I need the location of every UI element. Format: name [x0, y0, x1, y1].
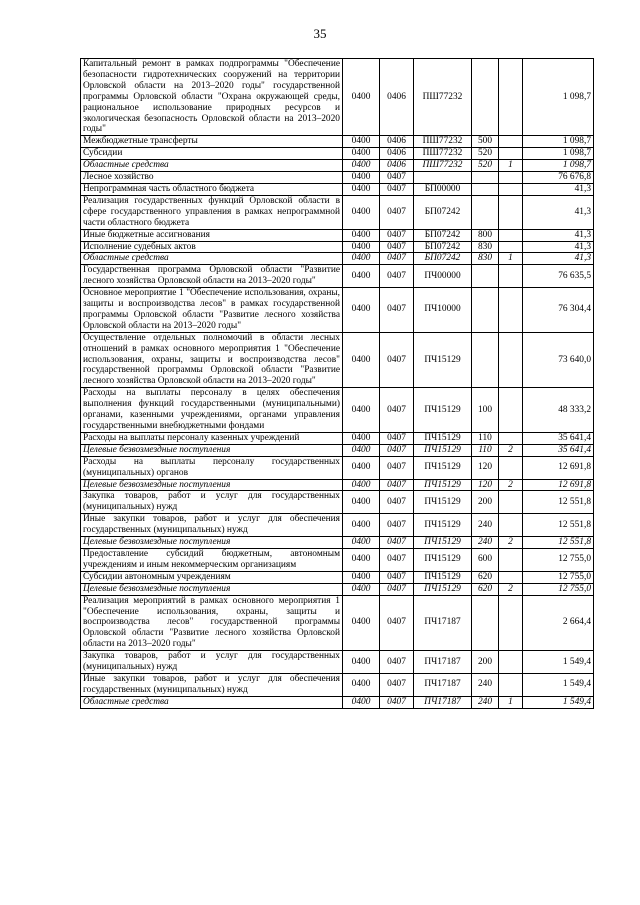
- subsection-code-cell: 0406: [380, 148, 414, 160]
- expense-type-cell: 100: [472, 388, 499, 433]
- row-name-cell: Целевые безвозмездные поступления: [81, 537, 343, 549]
- target-item-cell: ПЧ15129: [414, 388, 472, 433]
- expense-type-cell: 520: [472, 160, 499, 172]
- row-name-cell: Областные средства: [81, 696, 343, 708]
- table-row: [81, 651, 594, 674]
- target-item-cell: ПЧ15129: [414, 537, 472, 549]
- amount-cell: 76 635,5: [523, 265, 594, 288]
- target-item-cell: ПЧ15129: [414, 444, 472, 456]
- section-code-cell: 0400: [343, 595, 380, 651]
- target-item-cell: ПЧ15129: [414, 571, 472, 583]
- section-code-cell: 0400: [343, 456, 380, 479]
- subsection-code-cell: 0407: [380, 491, 414, 514]
- target-item-cell: БП07242: [414, 253, 472, 265]
- section-code-cell: 0400: [343, 183, 380, 195]
- subsection-code-cell: 0407: [380, 514, 414, 537]
- amount-cell: 12 551,8: [523, 514, 594, 537]
- subsection-code-cell: 0407: [380, 696, 414, 708]
- row-name-cell: Целевые безвозмездные поступления: [81, 479, 343, 491]
- table-row: [81, 571, 594, 583]
- section-code-cell: 0400: [343, 444, 380, 456]
- amount-cell: 12 691,8: [523, 456, 594, 479]
- table-row: [81, 229, 594, 241]
- funding-source-cell: [499, 651, 523, 674]
- row-name-cell: Целевые безвозмездные поступления: [81, 444, 343, 456]
- subsection-code-cell: 0407: [380, 548, 414, 571]
- section-code-cell: 0400: [343, 59, 380, 136]
- table-row: [81, 673, 594, 696]
- expense-type-cell: [472, 288, 499, 333]
- funding-source-cell: [499, 673, 523, 696]
- expense-type-cell: [472, 595, 499, 651]
- amount-cell: 1 098,7: [523, 59, 594, 136]
- expense-type-cell: 240: [472, 673, 499, 696]
- target-item-cell: БП07242: [414, 195, 472, 229]
- row-name-cell: Государственная программа Орловской области "Развитие лесного хозяйства Орловской области на 2013–2020 годы": [81, 265, 343, 288]
- funding-source-cell: [499, 183, 523, 195]
- funding-source-cell: [499, 136, 523, 148]
- subsection-code-cell: 0407: [380, 571, 414, 583]
- expense-type-cell: [472, 195, 499, 229]
- expense-type-cell: 120: [472, 479, 499, 491]
- subsection-code-cell: 0407: [380, 432, 414, 444]
- subsection-code-cell: 0407: [380, 195, 414, 229]
- funding-source-cell: [499, 59, 523, 136]
- target-item-cell: ПЧ17187: [414, 673, 472, 696]
- expense-type-cell: 620: [472, 571, 499, 583]
- row-name-cell: Расходы на выплаты персоналу в целях обеспечения выполнения функций государственными (муниципальными) органами, казенными учреждениями, органами управления государственными внебюджетными фондами: [81, 388, 343, 433]
- section-code-cell: 0400: [343, 388, 380, 433]
- target-item-cell: ПЧ15129: [414, 332, 472, 388]
- subsection-code-cell: 0407: [380, 673, 414, 696]
- target-item-cell: ПЧ15129: [414, 432, 472, 444]
- row-name-cell: Основное мероприятие 1 "Обеспечение использования, охраны, защиты и воспроизводства лесов" в рамках государственной программы Орловской области "Развитие лесного хозяйства Орловской области на 2013–2020 годы": [81, 288, 343, 333]
- funding-source-cell: [499, 571, 523, 583]
- amount-cell: 12 551,8: [523, 537, 594, 549]
- expense-type-cell: 500: [472, 136, 499, 148]
- amount-cell: 1 098,7: [523, 136, 594, 148]
- table-row: [81, 59, 594, 136]
- funding-source-cell: 2: [499, 537, 523, 549]
- expense-type-cell: 120: [472, 456, 499, 479]
- subsection-code-cell: 0407: [380, 651, 414, 674]
- amount-cell: 1 549,4: [523, 673, 594, 696]
- subsection-code-cell: 0407: [380, 444, 414, 456]
- subsection-code-cell: 0407: [380, 456, 414, 479]
- amount-cell: 12 551,8: [523, 491, 594, 514]
- table-row: [81, 537, 594, 549]
- table-row: [81, 583, 594, 595]
- target-item-cell: ПЧ15129: [414, 514, 472, 537]
- table-row: [81, 491, 594, 514]
- subsection-code-cell: 0406: [380, 136, 414, 148]
- section-code-cell: 0400: [343, 265, 380, 288]
- expense-type-cell: 240: [472, 537, 499, 549]
- row-name-cell: Иные закупки товаров, работ и услуг для обеспечения государственных (муниципальных) нужд: [81, 673, 343, 696]
- amount-cell: 35 641,4: [523, 432, 594, 444]
- subsection-code-cell: 0407: [380, 479, 414, 491]
- row-name-cell: Межбюджетные трансферты: [81, 136, 343, 148]
- section-code-cell: 0400: [343, 253, 380, 265]
- expense-type-cell: 600: [472, 548, 499, 571]
- expense-type-cell: [472, 172, 499, 184]
- target-item-cell: ПЧ15129: [414, 491, 472, 514]
- row-name-cell: Непрограммная часть областного бюджета: [81, 183, 343, 195]
- section-code-cell: 0400: [343, 537, 380, 549]
- table-row: [81, 136, 594, 148]
- expense-type-cell: 240: [472, 514, 499, 537]
- section-code-cell: 0400: [343, 651, 380, 674]
- amount-cell: 35 641,4: [523, 444, 594, 456]
- target-item-cell: БП07242: [414, 241, 472, 253]
- subsection-code-cell: 0407: [380, 595, 414, 651]
- amount-cell: 48 333,2: [523, 388, 594, 433]
- amount-cell: 12 755,0: [523, 583, 594, 595]
- expense-type-cell: 620: [472, 583, 499, 595]
- section-code-cell: 0400: [343, 229, 380, 241]
- target-item-cell: ПЧ00000: [414, 265, 472, 288]
- row-name-cell: Капитальный ремонт в рамках подпрограммы "Обеспечение безопасности гидротехнических сооружений на территории Орловской области на 2013–2020 годы" государственной программы Орловской области "Охрана окружающей среды, рациональное использование природных ресурсов и экологическая безопасность Орловской области на 2013–2020 годы": [81, 59, 343, 136]
- table-row: [81, 432, 594, 444]
- expense-type-cell: 520: [472, 148, 499, 160]
- table-row: [81, 548, 594, 571]
- amount-cell: 12 755,0: [523, 571, 594, 583]
- section-code-cell: 0400: [343, 172, 380, 184]
- table-row: [81, 265, 594, 288]
- section-code-cell: 0400: [343, 479, 380, 491]
- row-name-cell: Субсидии: [81, 148, 343, 160]
- table-row: [81, 195, 594, 229]
- amount-cell: 1 098,7: [523, 148, 594, 160]
- funding-source-cell: [499, 288, 523, 333]
- section-code-cell: 0400: [343, 571, 380, 583]
- table-row: [81, 253, 594, 265]
- amount-cell: 1 098,7: [523, 160, 594, 172]
- section-code-cell: 0400: [343, 548, 380, 571]
- funding-source-cell: 1: [499, 696, 523, 708]
- funding-source-cell: [499, 388, 523, 433]
- funding-source-cell: [499, 595, 523, 651]
- row-name-cell: Осуществление отдельных полномочий в области лесных отношений в рамках основного мероприятия 1 "Обеспечение использования, охраны, защиты и воспроизводства лесов" государственной программы Орловской области "Развитие лесного хозяйства Орловской области на 2013–2020 годы": [81, 332, 343, 388]
- table-row: [81, 595, 594, 651]
- page-number: 35: [313, 26, 327, 41]
- row-name-cell: Иные бюджетные ассигнования: [81, 229, 343, 241]
- funding-source-cell: 1: [499, 253, 523, 265]
- funding-source-cell: [499, 491, 523, 514]
- target-item-cell: ПЧ17187: [414, 595, 472, 651]
- subsection-code-cell: 0407: [380, 253, 414, 265]
- target-item-cell: ПШ77232: [414, 160, 472, 172]
- funding-source-cell: [499, 241, 523, 253]
- table-row: [81, 456, 594, 479]
- amount-cell: 73 640,0: [523, 332, 594, 388]
- section-code-cell: 0400: [343, 673, 380, 696]
- target-item-cell: [414, 172, 472, 184]
- subsection-code-cell: 0407: [380, 172, 414, 184]
- section-code-cell: 0400: [343, 491, 380, 514]
- target-item-cell: БП00000: [414, 183, 472, 195]
- target-item-cell: ПЧ17187: [414, 651, 472, 674]
- target-item-cell: ПШ77232: [414, 136, 472, 148]
- amount-cell: 41,3: [523, 183, 594, 195]
- table-row: [81, 696, 594, 708]
- funding-source-cell: [499, 514, 523, 537]
- amount-cell: 2 664,4: [523, 595, 594, 651]
- funding-source-cell: [499, 265, 523, 288]
- expense-type-cell: 800: [472, 229, 499, 241]
- funding-source-cell: 2: [499, 444, 523, 456]
- amount-cell: 41,3: [523, 229, 594, 241]
- target-item-cell: ПШ77232: [414, 59, 472, 136]
- row-name-cell: Реализация государственных функций Орловской области в сфере государственного управления в рамках непрограммной части областного бюджета: [81, 195, 343, 229]
- subsection-code-cell: 0406: [380, 59, 414, 136]
- target-item-cell: ПШ77232: [414, 148, 472, 160]
- subsection-code-cell: 0407: [380, 183, 414, 195]
- section-code-cell: 0400: [343, 288, 380, 333]
- amount-cell: 1 549,4: [523, 651, 594, 674]
- row-name-cell: Субсидии автономным учреждениям: [81, 571, 343, 583]
- expense-type-cell: 830: [472, 241, 499, 253]
- table-row: [81, 388, 594, 433]
- target-item-cell: ПЧ17187: [414, 696, 472, 708]
- funding-source-cell: 2: [499, 583, 523, 595]
- funding-source-cell: 1: [499, 160, 523, 172]
- subsection-code-cell: 0407: [380, 332, 414, 388]
- expense-type-cell: [472, 59, 499, 136]
- section-code-cell: 0400: [343, 195, 380, 229]
- funding-source-cell: [499, 456, 523, 479]
- subsection-code-cell: 0406: [380, 160, 414, 172]
- target-item-cell: ПЧ15129: [414, 456, 472, 479]
- section-code-cell: 0400: [343, 432, 380, 444]
- table-row: [81, 241, 594, 253]
- row-name-cell: Реализация мероприятий в рамках основного мероприятия 1 "Обеспечение использования, охраны, защиты и воспроизводства лесов" государственной программы Орловской области "Развитие лесного хозяйства Орловской области на 2013–2020 годы": [81, 595, 343, 651]
- section-code-cell: 0400: [343, 241, 380, 253]
- funding-source-cell: [499, 432, 523, 444]
- target-item-cell: БП07242: [414, 229, 472, 241]
- expense-type-cell: 110: [472, 444, 499, 456]
- budget-table: [80, 58, 594, 709]
- amount-cell: 41,3: [523, 195, 594, 229]
- expense-type-cell: [472, 332, 499, 388]
- amount-cell: 76 304,4: [523, 288, 594, 333]
- row-name-cell: Закупка товаров, работ и услуг для государственных (муниципальных) нужд: [81, 491, 343, 514]
- section-code-cell: 0400: [343, 160, 380, 172]
- subsection-code-cell: 0407: [380, 265, 414, 288]
- section-code-cell: 0400: [343, 136, 380, 148]
- row-name-cell: Целевые безвозмездные поступления: [81, 583, 343, 595]
- target-item-cell: ПЧ15129: [414, 548, 472, 571]
- expense-type-cell: [472, 183, 499, 195]
- subsection-code-cell: 0407: [380, 583, 414, 595]
- row-name-cell: Иные закупки товаров, работ и услуг для обеспечения государственных (муниципальных) нужд: [81, 514, 343, 537]
- funding-source-cell: [499, 332, 523, 388]
- subsection-code-cell: 0407: [380, 388, 414, 433]
- table-row: [81, 160, 594, 172]
- amount-cell: 41,3: [523, 241, 594, 253]
- subsection-code-cell: 0407: [380, 537, 414, 549]
- row-name-cell: Закупка товаров, работ и услуг для государственных (муниципальных) нужд: [81, 651, 343, 674]
- subsection-code-cell: 0407: [380, 288, 414, 333]
- expense-type-cell: [472, 265, 499, 288]
- row-name-cell: Исполнение судебных актов: [81, 241, 343, 253]
- target-item-cell: ПЧ15129: [414, 479, 472, 491]
- row-name-cell: Лесное хозяйство: [81, 172, 343, 184]
- subsection-code-cell: 0407: [380, 229, 414, 241]
- table-row: [81, 514, 594, 537]
- subsection-code-cell: 0407: [380, 241, 414, 253]
- funding-source-cell: [499, 148, 523, 160]
- funding-source-cell: 2: [499, 479, 523, 491]
- row-name-cell: Предоставление субсидий бюджетным, автономным учреждениям и иным некоммерческим организациям: [81, 548, 343, 571]
- target-item-cell: ПЧ10000: [414, 288, 472, 333]
- amount-cell: 12 691,8: [523, 479, 594, 491]
- funding-source-cell: [499, 229, 523, 241]
- expense-type-cell: 200: [472, 651, 499, 674]
- section-code-cell: 0400: [343, 332, 380, 388]
- expense-type-cell: 110: [472, 432, 499, 444]
- section-code-cell: 0400: [343, 583, 380, 595]
- funding-source-cell: [499, 172, 523, 184]
- amount-cell: 41,3: [523, 253, 594, 265]
- table-row: [81, 172, 594, 184]
- row-name-cell: Расходы на выплаты персоналу казенных учреждений: [81, 432, 343, 444]
- table-row: [81, 183, 594, 195]
- section-code-cell: 0400: [343, 696, 380, 708]
- expense-type-cell: 200: [472, 491, 499, 514]
- row-name-cell: Областные средства: [81, 253, 343, 265]
- section-code-cell: 0400: [343, 514, 380, 537]
- funding-source-cell: [499, 195, 523, 229]
- table-row: [81, 148, 594, 160]
- target-item-cell: ПЧ15129: [414, 583, 472, 595]
- expense-type-cell: 240: [472, 696, 499, 708]
- table-row: [81, 288, 594, 333]
- budget-table-body: [81, 59, 594, 709]
- amount-cell: 76 676,8: [523, 172, 594, 184]
- table-row: [81, 332, 594, 388]
- amount-cell: 1 549,4: [523, 696, 594, 708]
- expense-type-cell: 830: [472, 253, 499, 265]
- funding-source-cell: [499, 548, 523, 571]
- row-name-cell: Расходы на выплаты персоналу государственных (муниципальных) органов: [81, 456, 343, 479]
- section-code-cell: 0400: [343, 148, 380, 160]
- table-row: [81, 444, 594, 456]
- row-name-cell: Областные средства: [81, 160, 343, 172]
- table-row: [81, 479, 594, 491]
- amount-cell: 12 755,0: [523, 548, 594, 571]
